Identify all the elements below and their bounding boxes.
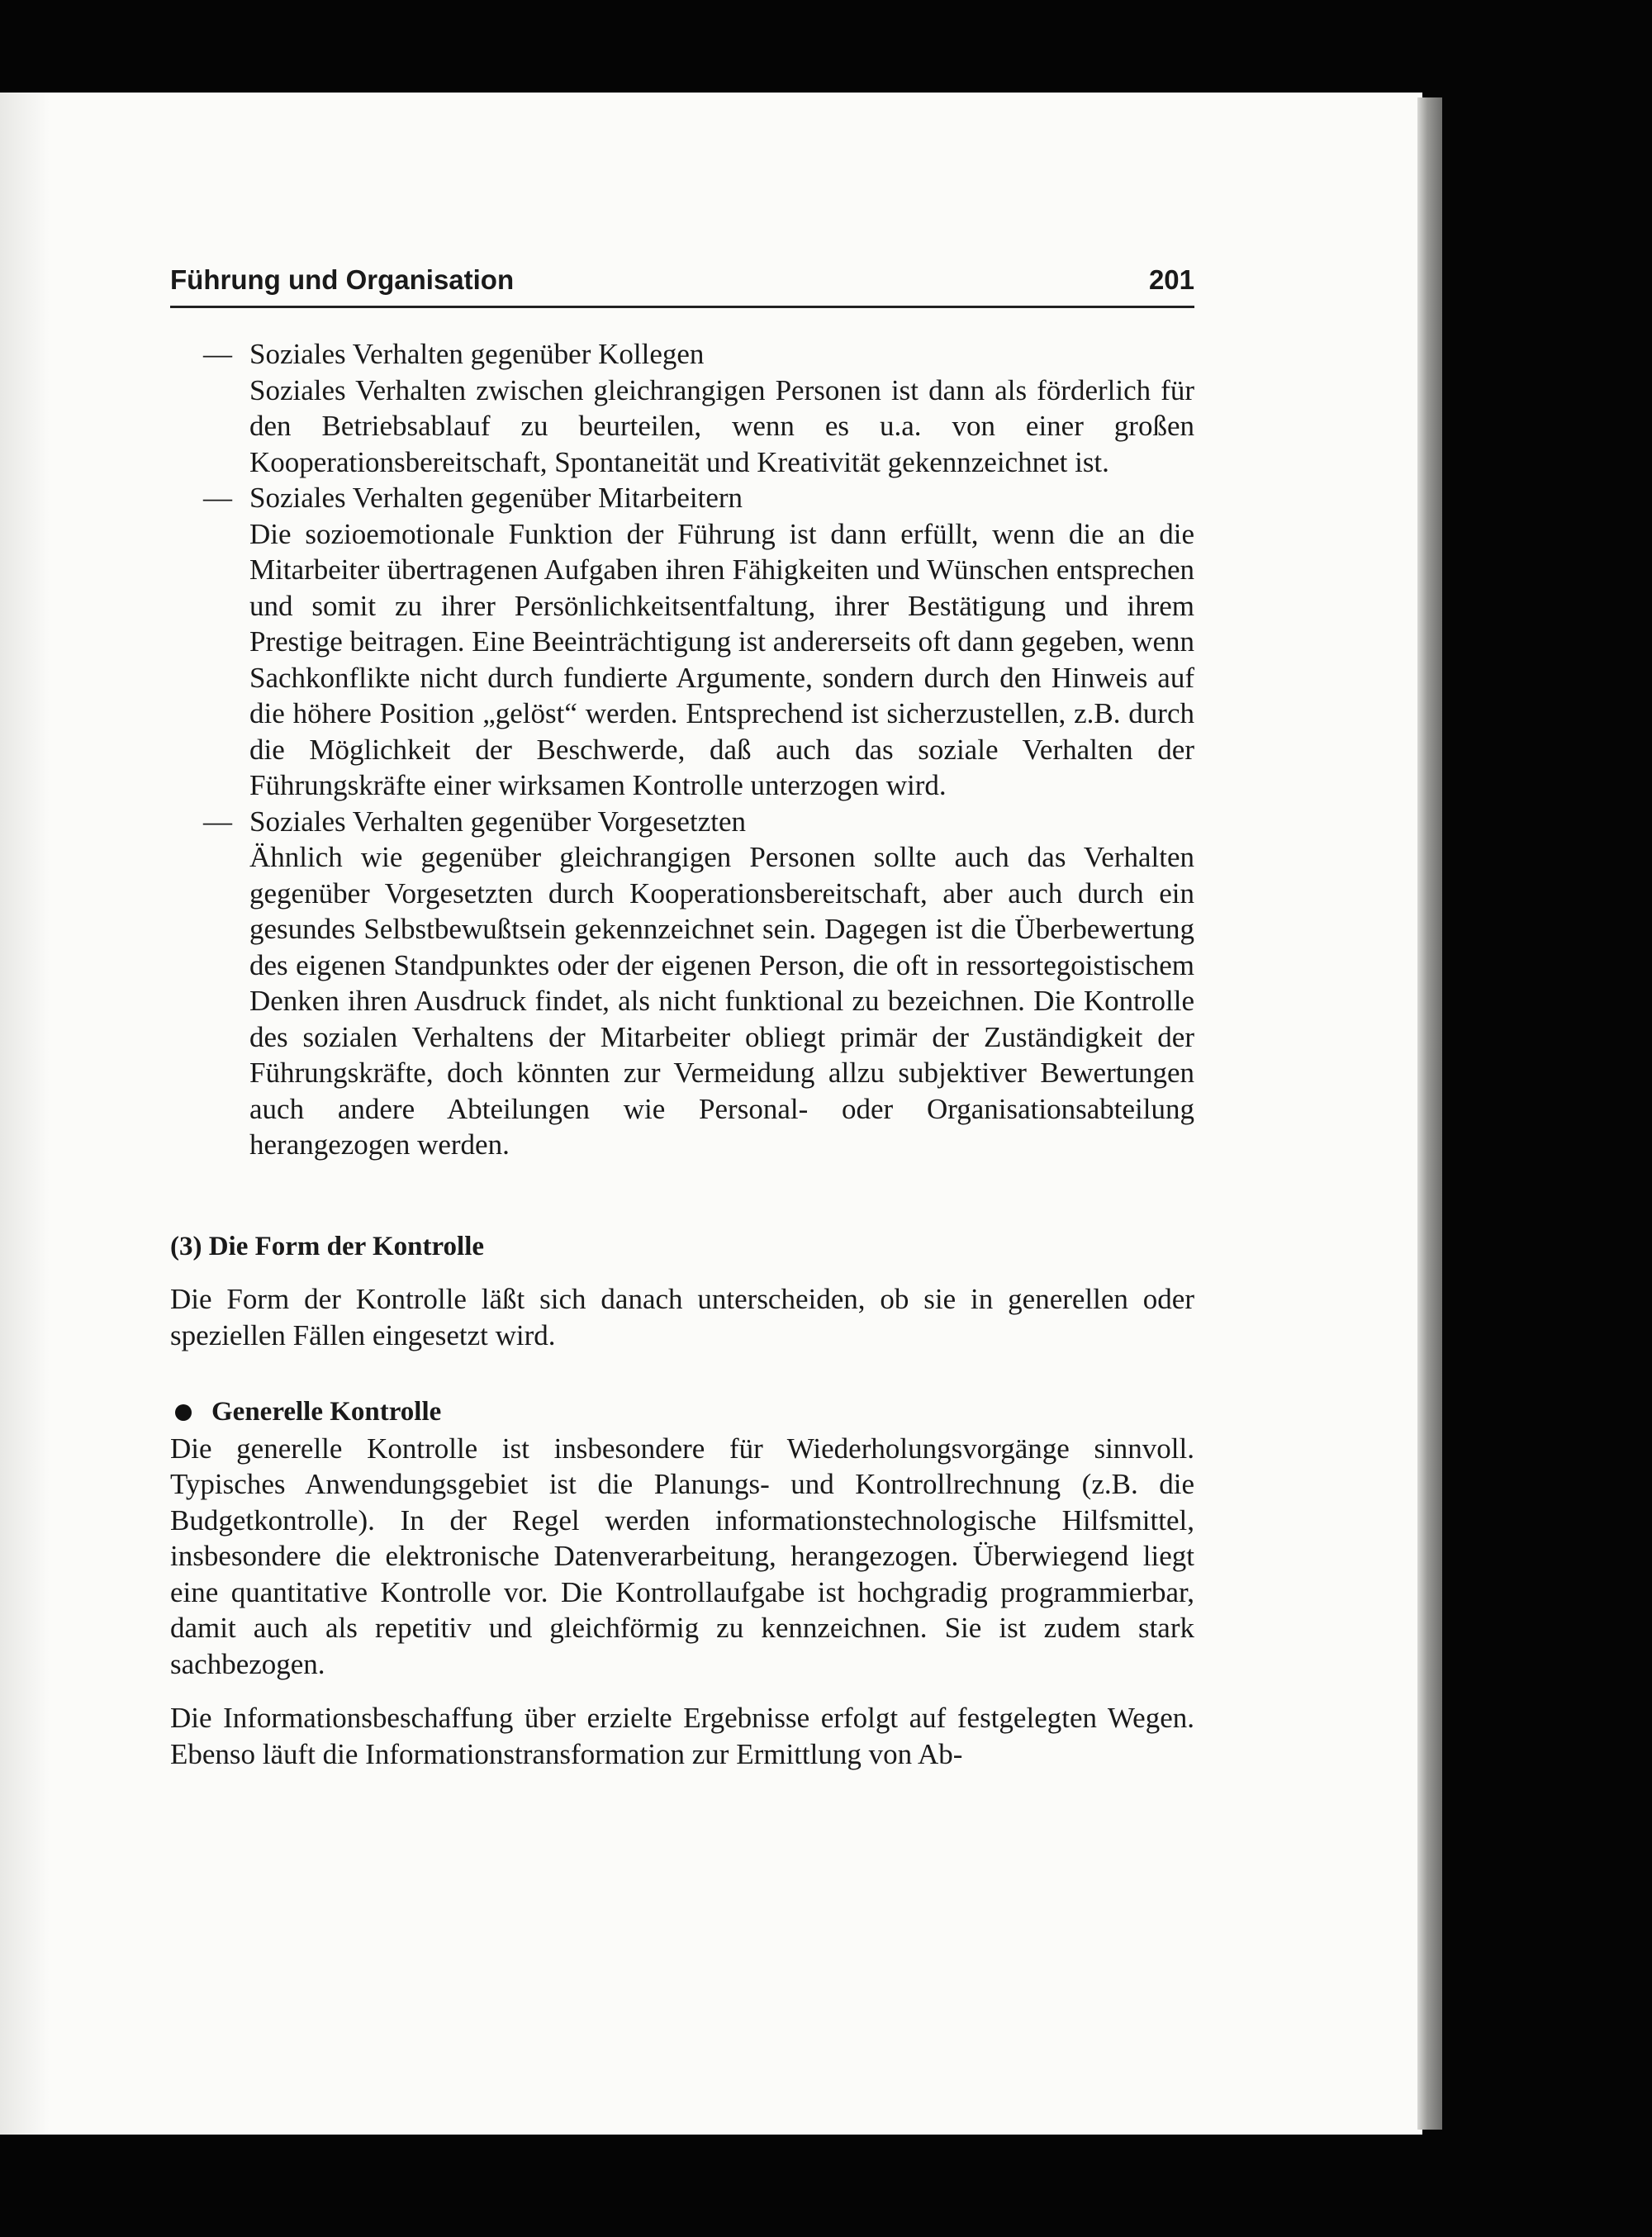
section-intro: Die Form der Kontrolle läßt sich danach unterscheiden, ob sie in generellen oder speziellen Fällen eingesetzt wird.: [170, 1283, 1194, 1351]
running-header-title: Führung und Organisation: [170, 264, 515, 295]
list-item-body: Die sozioemotionale Funktion der Führung ist dann erfüllt, wenn die an die Mitarbeiter übertragenen Aufgaben ihren Fähigkeiten und Wünschen entsprechen und somit zu ihrer Persönlichkeitsentfaltung, ihrer Bestätigung und ihrem Prestige beitragen. Eine Beeinträchtigung ist andererseits oft dann gegeben, wenn Sachkonflikte nicht durch fundierte Argumente, sondern durch den Hinweis auf die höhere Position „gelöst“ werden. Entsprechend ist sicherzustellen, z.B. durch die Möglichkeit der Beschwerde, daß auch das soziale Verhalten der Führungskräfte einer wirksamen Kontrolle unterzogen wird.: [249, 517, 1194, 801]
list-item-title: Soziales Verhalten gegenüber Vorgesetzten: [249, 805, 746, 838]
subsection-heading-text: Generelle Kontrolle: [211, 1397, 442, 1427]
page-number: 201: [1148, 264, 1194, 295]
running-header: [170, 264, 1194, 308]
dash-list: [170, 336, 1194, 1163]
list-item: [170, 480, 1194, 804]
list-item-title: Soziales Verhalten gegenüber Kollegen: [249, 338, 705, 370]
page-content: [170, 264, 1194, 1772]
dash-marker: —: [203, 805, 232, 838]
dash-marker: —: [203, 482, 232, 514]
paragraph: Die generelle Kontrolle ist insbesondere für Wiederholungsvorgänge sinnvoll. Typisches Anwendungsgebiet ist die Planungs- und Kontrollrechnung (z.B. die Budgetkontrolle). In der Regel werden informationstechnologische Hilfsmittel, insbesondere die elektronische Datenverarbeitung, herangezogen. Überwiegend liegt eine quantitative Kontrolle vor. Die Kontrollaufgabe ist hochgradig programmierbar, damit auch als repetitiv und gleichförmig zu kennzeichnen. Sie ist zudem stark sachbezogen.: [170, 1432, 1194, 1680]
list-item-body: Soziales Verhalten zwischen gleichrangigen Personen ist dann als förderlich für den Betriebsablauf zu beurteilen, wenn es u.a. von einer großen Kooperationsbereitschaft, Spontaneität und Kreativität gekennzeichnet ist.: [249, 373, 1194, 478]
page-binding-shadow: [0, 93, 50, 2135]
paragraph: Die Informationsbeschaffung über erzielte Ergebnisse erfolgt auf festgelegten Wegen. Ebenso läuft die Informationstransformation zur Ermittlung von Ab-: [170, 1702, 1194, 1770]
list-item-title: Soziales Verhalten gegenüber Mitarbeitern: [249, 482, 743, 514]
section-heading: (3) Die Form der Kontrolle: [170, 1231, 485, 1261]
dash-marker: —: [203, 338, 232, 370]
list-item-body: Ähnlich wie gegenüber gleichrangigen Personen sollte auch das Verhalten gegenüber Vorgesetzten durch Kooperationsbereitschaft, aber auch durch ein gesundes Selbstbewußtsein gekennzeichnet sein. Dagegen ist die Überbewertung des eigenen Standpunktes oder der eigenen Person, die oft in ressortegoistischem Denken ihren Ausdruck findet, als nicht funktional zu bezeichnen. Die Kontrolle des sozialen Verhaltens der Mitarbeiter obliegt primär der Zuständigkeit der Führungskräfte, doch könnten zur Vermeidung allzu subjektiver Bewertungen auch andere Abteilungen wie Personal- oder Organisationsabteilung herangezogen werden.: [249, 841, 1194, 1161]
list-item: [170, 804, 1194, 1163]
subsection-heading: [170, 1394, 1194, 1431]
list-item: [170, 336, 1194, 480]
bullet-icon: [175, 1404, 192, 1421]
page-edge: [1417, 97, 1442, 2130]
